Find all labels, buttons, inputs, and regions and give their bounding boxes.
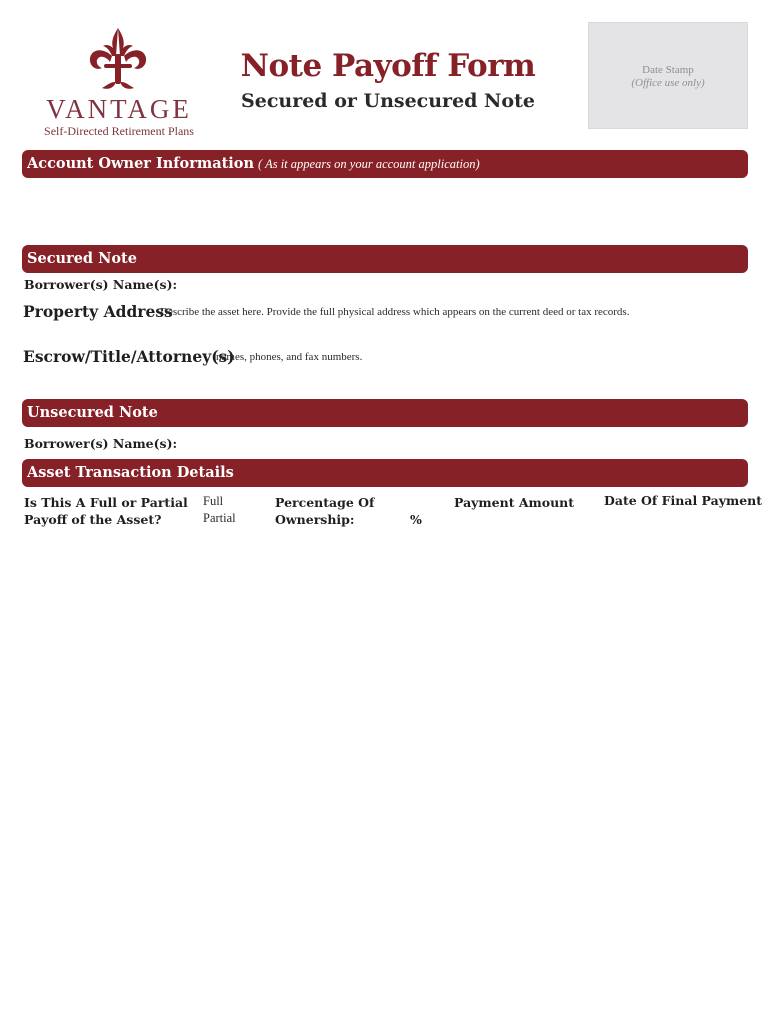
date-stamp-label: Date Stamp bbox=[642, 64, 694, 76]
ownership-percent-sign: % bbox=[410, 512, 422, 527]
ownership-label-line2: Ownership: bbox=[275, 512, 355, 527]
section-bar-secured-note bbox=[22, 245, 748, 273]
date-stamp-note: (Office use only) bbox=[631, 77, 705, 89]
section-title-asset-transaction: Asset Transaction Details bbox=[27, 464, 234, 481]
section-title-unsecured-note: Unsecured Note bbox=[27, 404, 158, 421]
section-hint-account-owner: ( As it appears on your account application) bbox=[258, 157, 480, 171]
brand-name: VANTAGE bbox=[46, 94, 192, 124]
payoff-question-line1: Is This A Full or Partial bbox=[24, 495, 188, 510]
property-address-hint: Describe the asset here. Provide the full physical address which appears on the current deed or tax records. bbox=[160, 306, 630, 318]
payment-amount-label: Payment Amount bbox=[454, 495, 575, 510]
secured-borrowers-label: Borrower(s) Name(s): bbox=[24, 277, 178, 292]
section-bar-asset-transaction bbox=[22, 459, 748, 487]
escrow-title-attorney-label: Escrow/Title/Attorney(s) bbox=[23, 347, 235, 366]
unsecured-borrowers-label: Borrower(s) Name(s): bbox=[24, 436, 178, 451]
escrow-title-attorney-hint: names, phones, and fax numbers. bbox=[216, 351, 363, 363]
section-title-secured-note: Secured Note bbox=[27, 250, 137, 267]
brand-tagline: Self-Directed Retirement Plans bbox=[44, 124, 194, 138]
section-bar-unsecured-note bbox=[22, 399, 748, 427]
option-partial[interactable]: Partial bbox=[203, 511, 236, 525]
page-title: Note Payoff Form bbox=[240, 48, 536, 84]
section-title-account-owner: Account Owner Information bbox=[27, 155, 255, 172]
payoff-question-line2: Payoff of the Asset? bbox=[24, 512, 162, 527]
fleur-de-lis-logo-icon bbox=[86, 26, 150, 92]
property-address-label: Property Address bbox=[23, 302, 173, 321]
section-bar-account-owner bbox=[22, 150, 748, 178]
option-full[interactable]: Full bbox=[203, 494, 224, 508]
ownership-label-line1: Percentage Of bbox=[275, 495, 375, 510]
page-subtitle: Secured or Unsecured Note bbox=[241, 90, 535, 112]
final-payment-date-label: Date Of Final Payment bbox=[604, 493, 763, 508]
